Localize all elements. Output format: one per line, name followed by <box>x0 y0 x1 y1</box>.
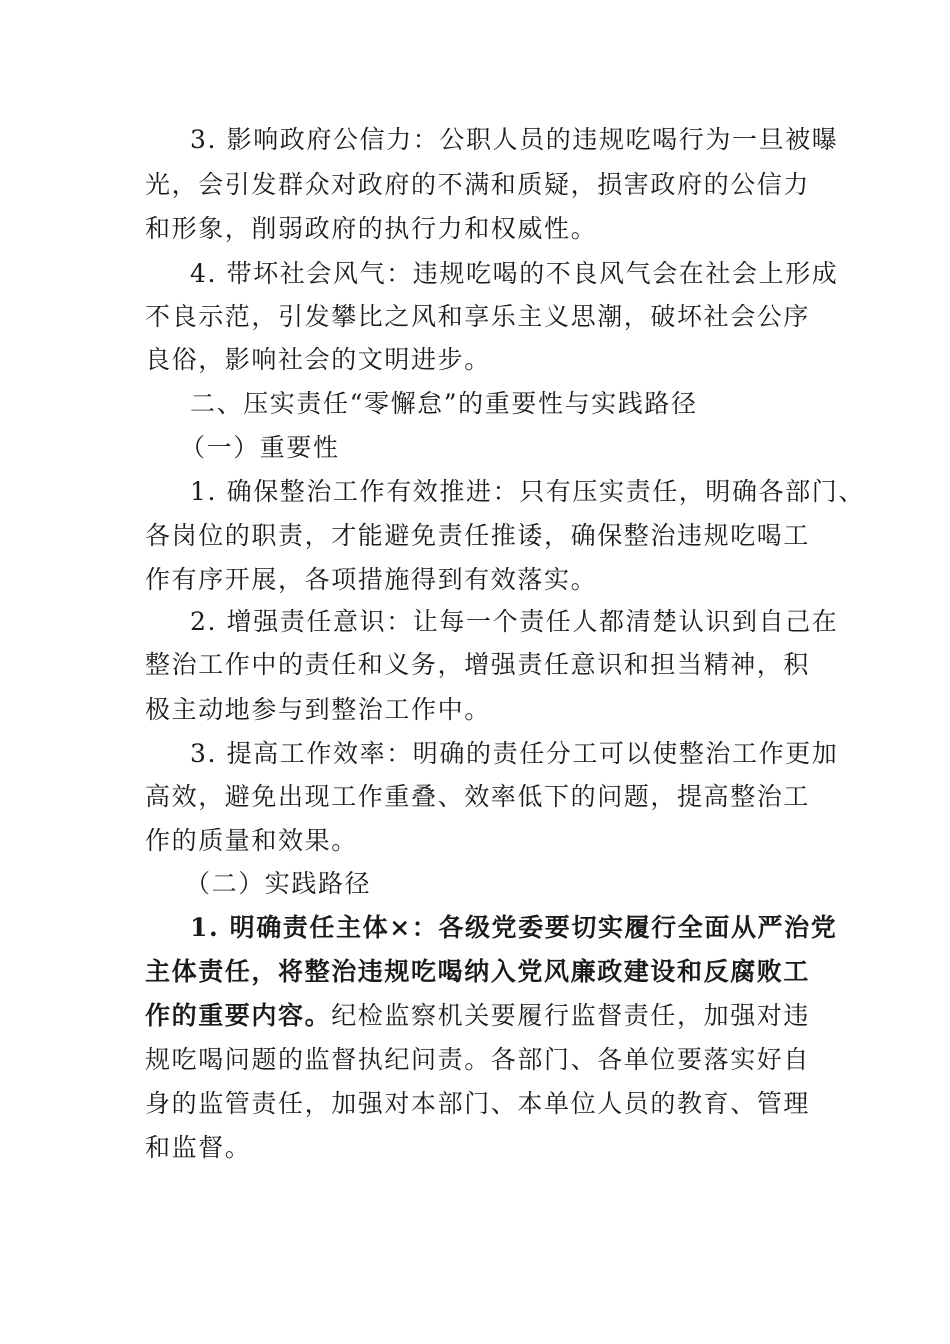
p6-line-5: 身的监管责任，加强对本部门、本单位人员的教育、管理 <box>145 1089 811 1118</box>
subheading-importance: （一）重要性 <box>180 433 340 462</box>
p6-line-3 <box>145 1001 810 1031</box>
p3-line-2: 各岗位的职责，才能避免责任推诿，确保整治违规吃喝工 <box>145 521 811 550</box>
p6-line-1: 1. 明确责任主体×：各级党委要切实履行全面从严治党 <box>190 913 838 942</box>
p4-line-1: 2. 增强责任意识：让每一个责任人都清楚认识到自己在 <box>190 607 839 636</box>
p1-line-3: 和形象，削弱政府的执行力和权威性。 <box>145 214 598 243</box>
p2-line-1: 4. 带坏社会风气：违规吃喝的不良风气会在社会上形成 <box>190 259 839 288</box>
p5-line-2: 高效，避免出现工作重叠、效率低下的问题，提高整治工 <box>145 782 811 811</box>
p3-line-3: 作有序开展，各项措施得到有效落实。 <box>145 565 598 594</box>
p4-line-3: 极主动地参与到整治工作中。 <box>145 695 491 724</box>
subheading-practice-path: （二）实践路径 <box>185 869 372 898</box>
p1-line-2: 光，会引发群众对政府的不满和质疑，损害政府的公信力 <box>145 170 811 199</box>
p6-line-4: 规吃喝问题的监督执纪问责。各部门、各单位要落实好自 <box>145 1045 811 1074</box>
p6-line-3-bold: 作的重要内容。 <box>145 1001 332 1030</box>
p1-line-1: 3. 影响政府公信力：公职人员的违规吃喝行为一旦被曝 <box>190 125 839 154</box>
p4-line-2: 整治工作中的责任和义务，增强责任意识和担当精神，积 <box>145 650 811 679</box>
p3-line-1: 1. 确保整治工作有效推进：只有压实责任，明确各部门、 <box>190 477 866 506</box>
p6-line-6: 和监督。 <box>145 1133 252 1162</box>
p6-line-3-rest: 纪检监察机关要履行监督责任，加强对违 <box>331 1001 811 1030</box>
p5-line-1: 3. 提高工作效率：明确的责任分工可以使整治工作更加 <box>190 739 839 768</box>
p6-line-2: 主体责任，将整治违规吃喝纳入党风廉政建设和反腐败工 <box>145 957 811 986</box>
p2-line-2: 不良示范，引发攀比之风和享乐主义思潮，破坏社会公序 <box>145 302 811 331</box>
p5-line-3: 作的质量和效果。 <box>145 826 358 855</box>
p2-line-3: 良俗，影响社会的文明进步。 <box>145 345 491 374</box>
section-heading: 二、压实责任“零懈怠”的重要性与实践路径 <box>190 389 698 418</box>
